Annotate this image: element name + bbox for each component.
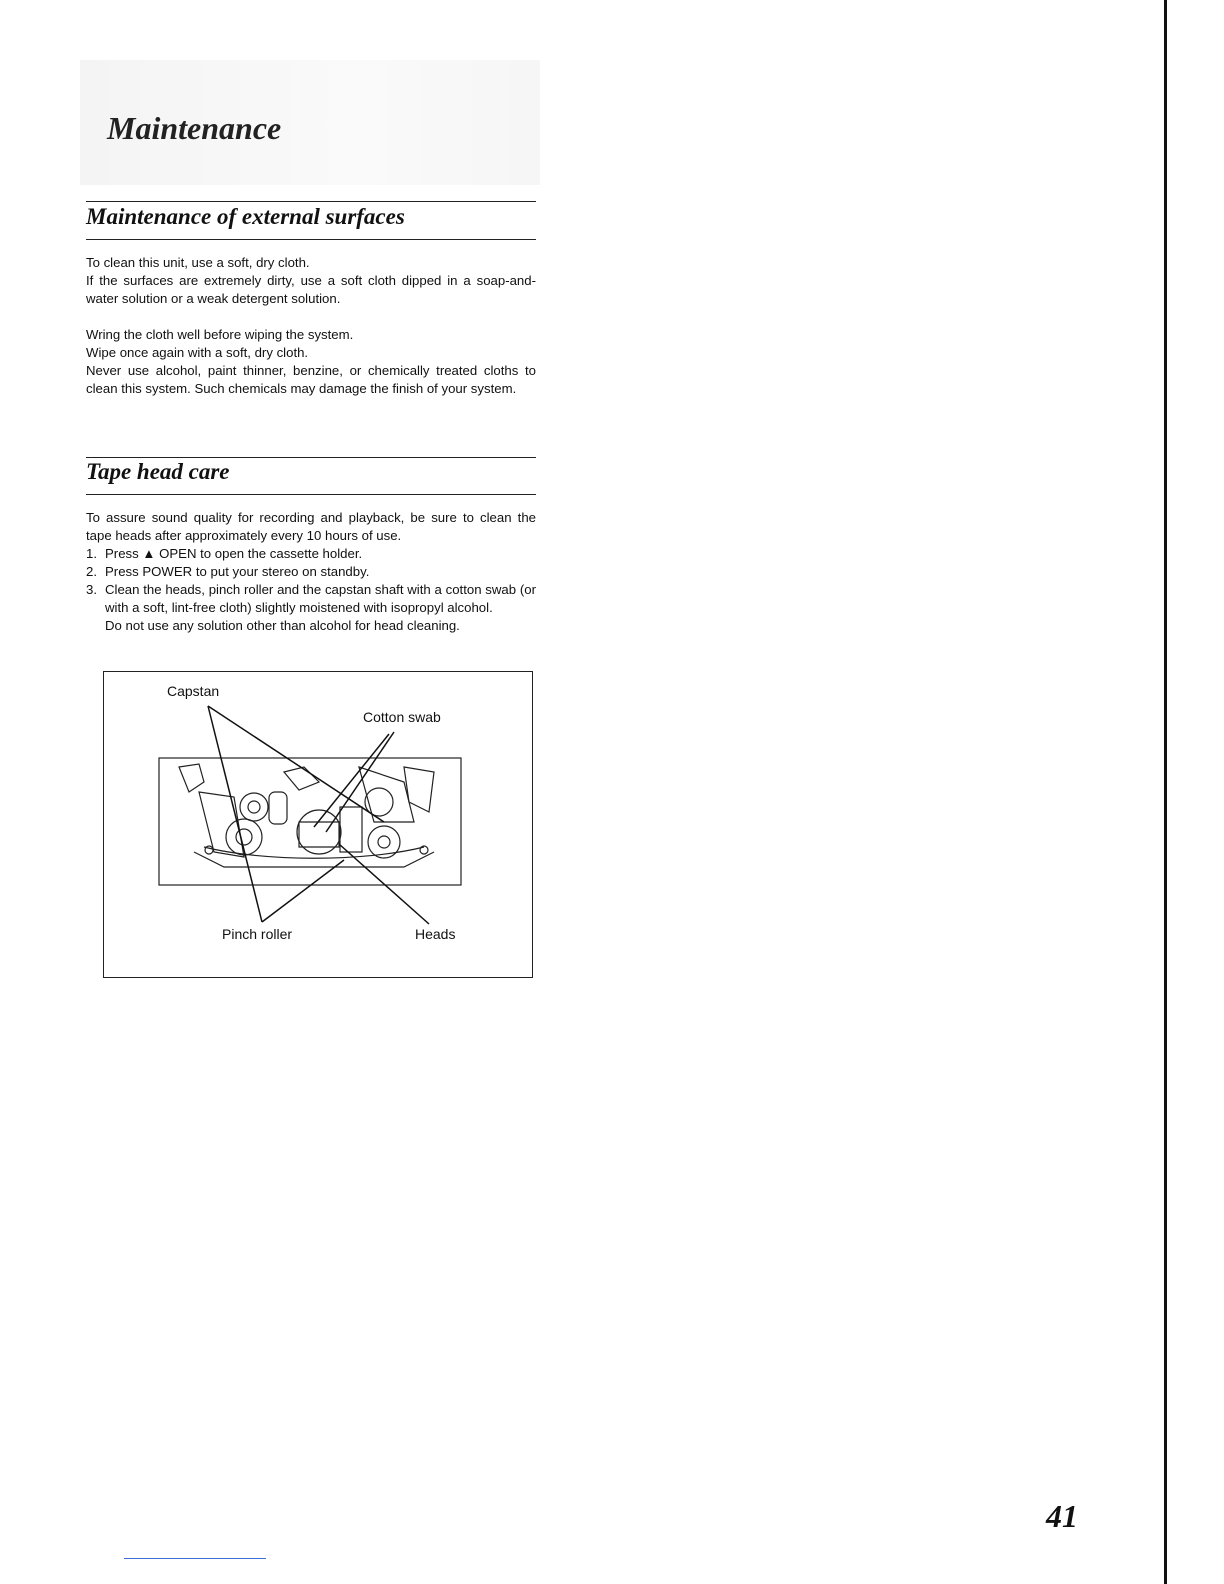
page-edge-line xyxy=(1164,0,1167,1584)
pinch-roller-label: Pinch roller xyxy=(222,926,293,942)
section-rule-bottom xyxy=(86,239,536,240)
list-item xyxy=(86,581,536,635)
paragraph: To clean this unit, use a soft, dry cloth. xyxy=(86,255,310,270)
step-note: Do not use any solution other than alcohol for head cleaning. xyxy=(105,618,460,633)
cotton-swab-shaft xyxy=(326,732,394,832)
capstan-shaft xyxy=(240,793,268,821)
section-heading-tape-head-care: Tape head care xyxy=(86,459,230,484)
guide-post xyxy=(269,792,287,824)
page-title: Maintenance xyxy=(107,110,282,146)
step-number: 1. xyxy=(86,546,97,561)
capstan-leader-line xyxy=(208,706,384,822)
section-rule-top xyxy=(86,201,536,202)
pinch-roller-leader-line xyxy=(262,860,344,922)
tape-head-figure xyxy=(103,671,533,978)
step-number: 3. xyxy=(86,582,97,597)
tape-mechanism-illustration xyxy=(104,672,534,979)
paragraph: Wipe once again with a soft, dry cloth. xyxy=(86,345,309,360)
step-number: 2. xyxy=(86,564,97,579)
cleaning-steps-list xyxy=(86,545,536,635)
capstan-label: Capstan xyxy=(167,683,220,699)
bottom-rule xyxy=(124,1558,266,1559)
paragraph: Wring the cloth well before wiping the system. xyxy=(86,327,354,342)
cotton-swab-label: Cotton swab xyxy=(363,709,441,725)
section-rule-bottom xyxy=(86,494,536,495)
step-text: Clean the heads, pinch roller and the capstan shaft with a cotton swab (or with a soft, lint-free cloth) slightly moistened with isopropyl alcohol. xyxy=(105,582,536,615)
tape-head-body xyxy=(299,822,339,847)
pinch-roller-hub-right xyxy=(378,836,390,848)
paragraph: Never use alcohol, paint thinner, benzine, or chemically treated cloths to clean this system. Such chemicals may damage the finish of your system. xyxy=(86,363,536,396)
mechanism-part xyxy=(404,767,434,812)
screw xyxy=(205,846,213,854)
paragraph: If the surfaces are extremely dirty, use a soft cloth dipped in a soap-and-water solution or a weak detergent solution. xyxy=(86,273,536,306)
tape-head-intro: To assure sound quality for recording and playback, be sure to clean the tape heads after approximately every 10 hours of use. xyxy=(86,510,536,543)
step-text: Press POWER to put your stereo on standby. xyxy=(105,564,370,579)
step-text: Press ▲ OPEN to open the cassette holder. xyxy=(105,546,363,561)
external-surfaces-text xyxy=(86,254,536,398)
heads-label: Heads xyxy=(415,926,456,942)
mechanism-part xyxy=(179,764,204,792)
cotton-swab-leader-line xyxy=(314,734,389,827)
list-item xyxy=(86,563,536,581)
section-heading-external-surfaces: Maintenance of external surfaces xyxy=(86,204,405,229)
pinch-roller-hub xyxy=(236,829,252,845)
capstan-leader-line xyxy=(208,706,262,922)
heads-leader-line xyxy=(339,844,429,924)
mechanism-part xyxy=(284,767,319,790)
head-bracket xyxy=(340,807,362,852)
list-item xyxy=(86,545,536,563)
capstan-shaft-center xyxy=(248,801,260,813)
page-number: 41 xyxy=(1046,1498,1078,1534)
section-rule-top xyxy=(86,457,536,458)
